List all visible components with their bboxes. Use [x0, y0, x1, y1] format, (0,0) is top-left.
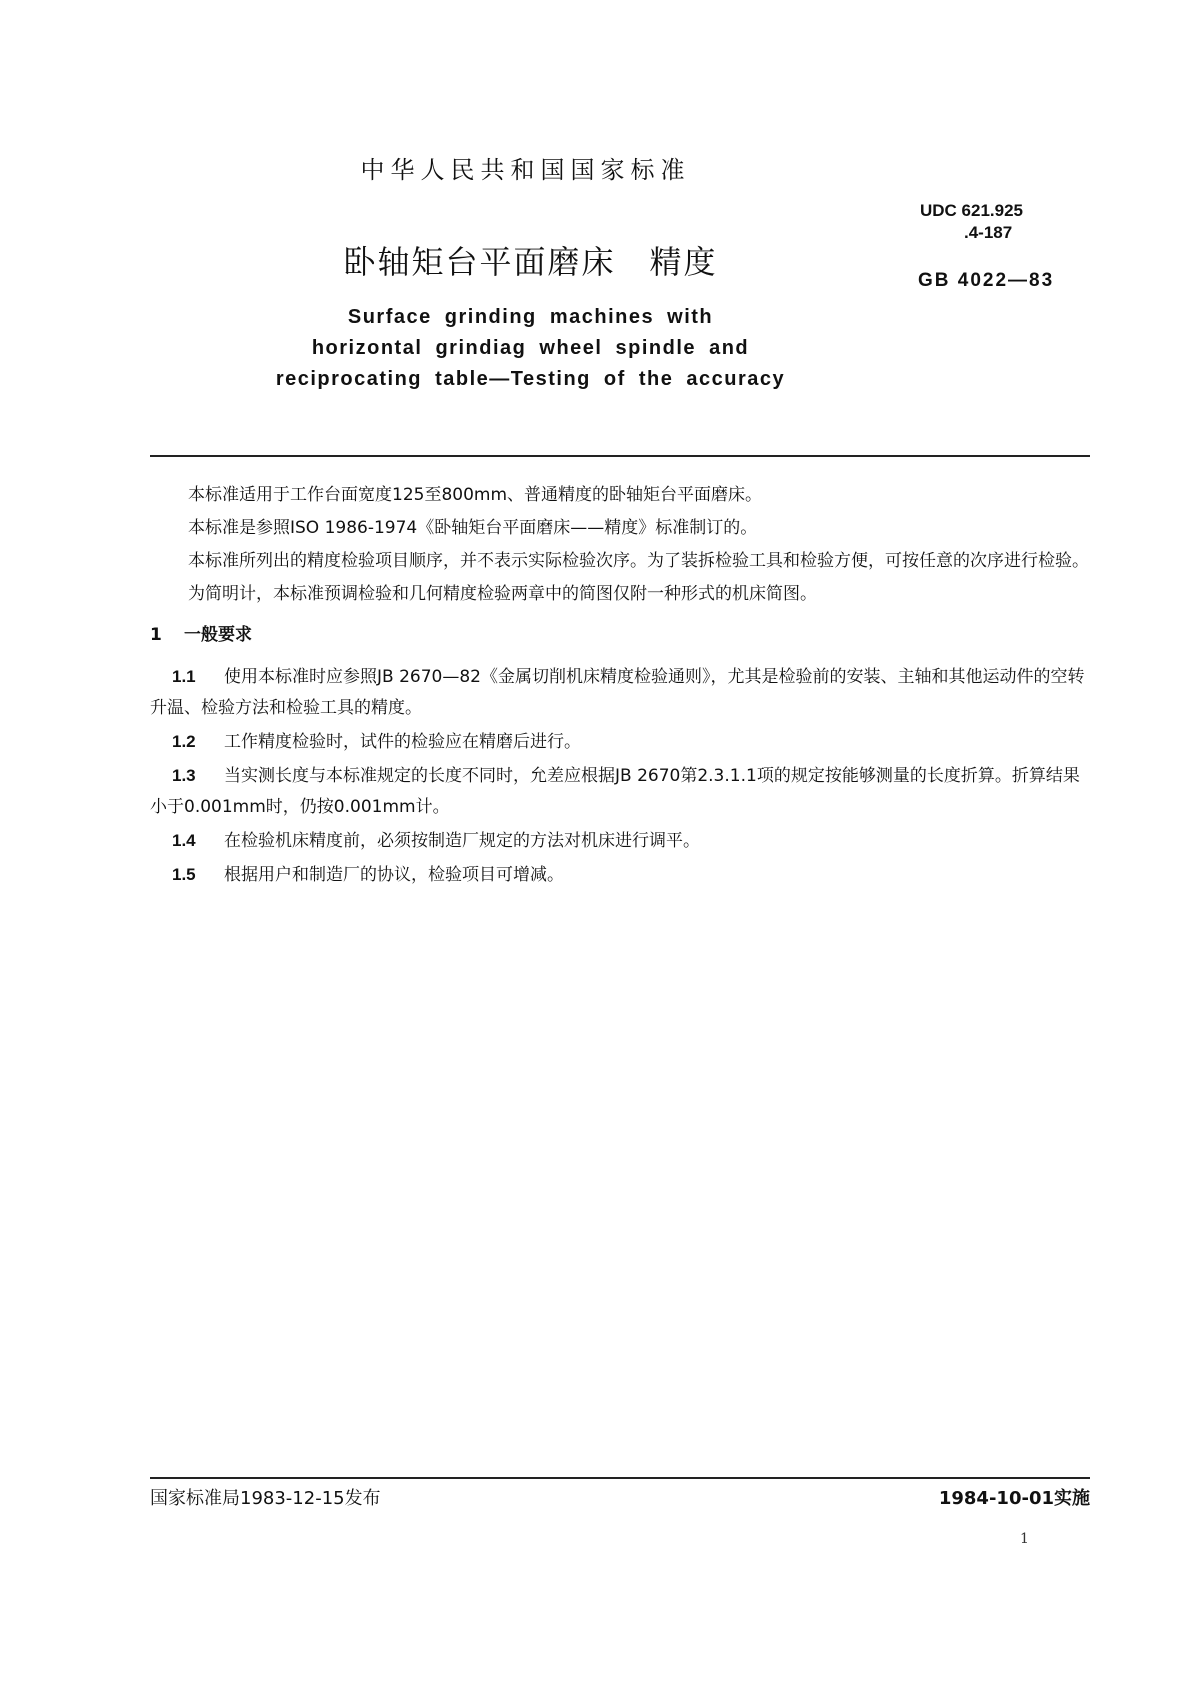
clause-text: 在检验机床精度前，必须按制造厂规定的方法对机床进行调平。: [224, 831, 700, 851]
clause-1-1: [150, 661, 1090, 724]
clause-number: 1.5: [172, 865, 196, 884]
udc-line-1: UDC 621.925: [920, 201, 1024, 220]
clause-1-3: [150, 760, 1090, 823]
clause-text: 工作精度检验时，试件的检验应在精磨后进行。: [224, 732, 581, 752]
clause-text: 当实测长度与本标准规定的长度不同时，允差应根据JB 2670第2.3.1.1项的规定按能够测量的长度折算。折算结果小于0.001mm时，仍按0.001mm计。: [150, 766, 1080, 817]
english-title-line-3: reciprocating table—Testing of the accuracy: [275, 368, 786, 390]
clause-number: 1.2: [172, 732, 196, 751]
clause-text: 使用本标准时应参照JB 2670—82《金属切削机床精度检验通则》，尤其是检验前的安装、主轴和其他运动件的空转升温、检验方法和检验工具的精度。: [150, 667, 1085, 718]
clause-number: 1.3: [172, 766, 196, 785]
clause-1-2: [150, 726, 1090, 758]
document-body: [150, 480, 1090, 893]
intro-paragraph-2: 本标准是参照ISO 1986-1974《卧轴矩台平面磨床——精度》标准制订的。: [188, 518, 758, 538]
clause-1-4: [150, 825, 1090, 857]
clause-1-5: [150, 859, 1090, 891]
header-divider: [150, 455, 1090, 457]
national-standard-heading: 中华人民共和国国家标准: [360, 156, 691, 184]
issue-date: 国家标准局1983-12-15发布: [150, 1488, 381, 1509]
chinese-title: 卧轴矩台平面磨床 精度: [343, 243, 718, 281]
section-title: 一般要求: [184, 625, 252, 645]
english-title-line-1: Surface grinding machines with: [347, 306, 714, 328]
intro-paragraph-3: 本标准所列出的精度检验项目顺序，并不表示实际检验次序。为了装拆检验工具和检验方便，可按任意的次序进行检验。: [188, 551, 1089, 571]
intro-paragraph-1: 本标准适用于工作台面宽度125至800mm、普通精度的卧轴矩台平面磨床。: [188, 485, 763, 505]
udc-line-2: .4-187: [964, 223, 1013, 242]
clause-number: 1.1: [172, 667, 196, 686]
clause-text: 根据用户和制造厂的协议，检验项目可增减。: [224, 865, 564, 885]
footer-divider: [150, 1477, 1090, 1479]
clause-number: 1.4: [172, 831, 196, 850]
section-heading: [150, 620, 1090, 651]
section-number: 1: [150, 625, 162, 645]
gb-standard-number: GB 4022—83: [918, 270, 1055, 291]
english-title-line-2: horizontal grindiag wheel spindle and: [311, 337, 750, 359]
intro-paragraph-4: 为简明计，本标准预调检验和几何精度检验两章中的简图仅附一种形式的机床简图。: [188, 584, 817, 604]
page-number: 1: [1020, 1531, 1029, 1547]
effective-date: 1984-10-01实施: [938, 1488, 1090, 1509]
english-title: [0, 302, 1126, 395]
